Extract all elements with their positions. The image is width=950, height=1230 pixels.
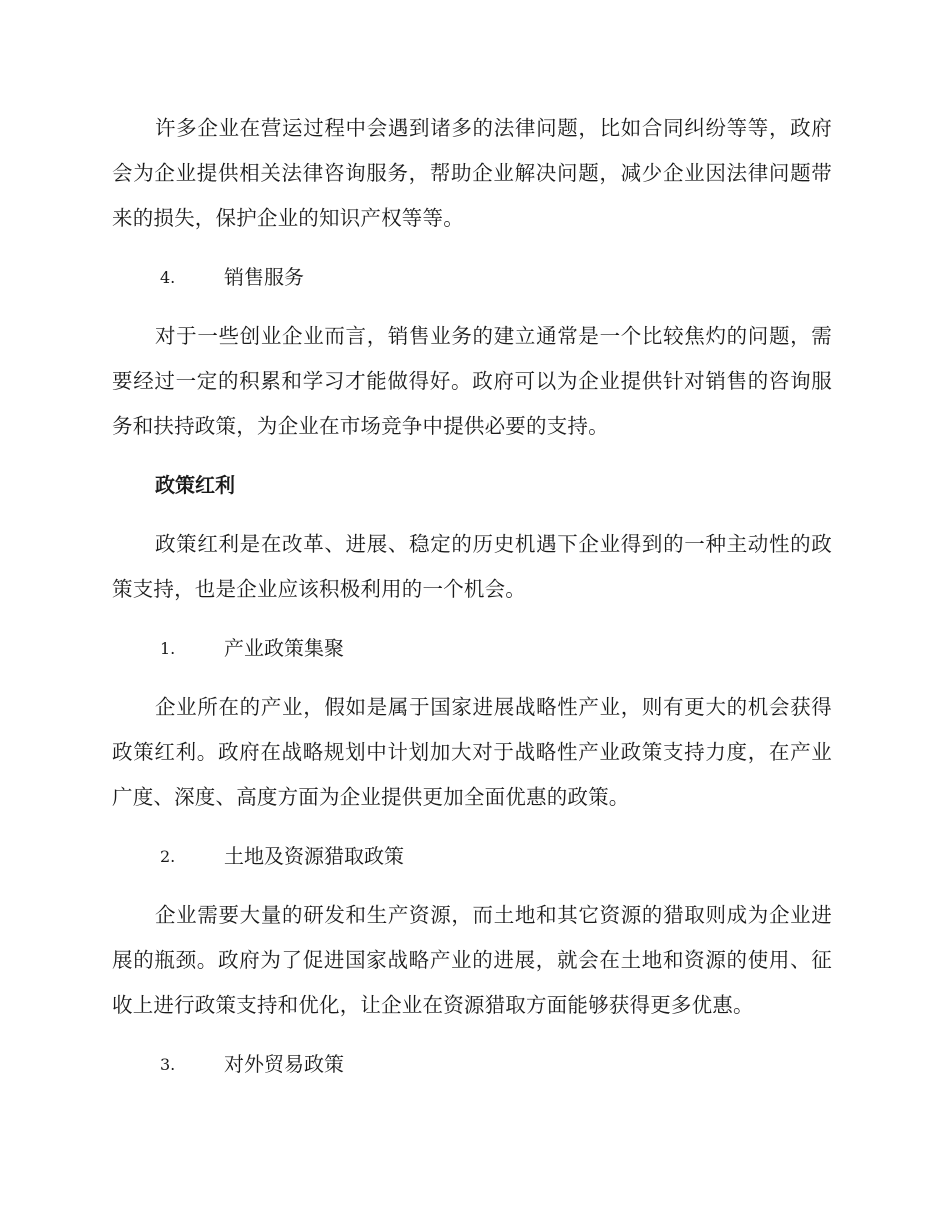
list-item-sales-service bbox=[112, 255, 832, 300]
list-item-title: 产业政策集聚 bbox=[224, 636, 344, 660]
list-item-number: 2. bbox=[160, 847, 176, 866]
list-item-number: 4. bbox=[160, 268, 176, 287]
list-item-title: 对外贸易政策 bbox=[224, 1052, 344, 1076]
paragraph-land-resource-policy: 企业需要大量的研发和生产资源，而土地和其它资源的猎取则成为企业进展的瓶颈。政府为了促进国家战略产业的进展，就会在土地和资源的使用、征收上进行政策支持和优化，让企业在资源猎取方面能够获得更多优惠。 bbox=[112, 903, 832, 1017]
paragraph-policy-dividend: 政策红利是在改革、进展、稳定的历史机遇下企业得到的一种主动性的政策支持，也是企业应该积极利用的一个机会。 bbox=[112, 532, 832, 601]
list-item-title: 土地及资源猎取政策 bbox=[224, 844, 404, 868]
list-item-foreign-trade-policy bbox=[112, 1042, 832, 1087]
section-heading-policy-dividend: 政策红利 bbox=[155, 473, 235, 497]
list-item-land-resource-policy bbox=[112, 834, 832, 879]
list-item-title: 销售服务 bbox=[224, 265, 304, 289]
paragraph-legal-services: 许多企业在营运过程中会遇到诸多的法律问题，比如合同纠纷等等，政府会为企业提供相关法律咨询服务，帮助企业解决问题，减少企业因法律问题带来的损失，保护企业的知识产权等等。 bbox=[112, 116, 832, 230]
document-body bbox=[112, 106, 832, 1101]
list-item-number: 1. bbox=[160, 639, 176, 658]
list-item-number: 3. bbox=[160, 1055, 176, 1074]
paragraph-sales-service: 对于一些创业企业而言，销售业务的建立通常是一个比较焦灼的问题，需要经过一定的积累和学习才能做得好。政府可以为企业提供针对销售的咨询服务和扶持政策，为企业在市场竞争中提供必要的支持。 bbox=[112, 324, 832, 438]
list-item-industry-policy bbox=[112, 626, 832, 671]
paragraph-industry-policy: 企业所在的产业，假如是属于国家进展战略性产业，则有更大的机会获得政策红利。政府在战略规划中计划加大对于战略性产业政策支持力度，在产业广度、深度、高度方面为企业提供更加全面优惠的政策。 bbox=[112, 695, 832, 809]
